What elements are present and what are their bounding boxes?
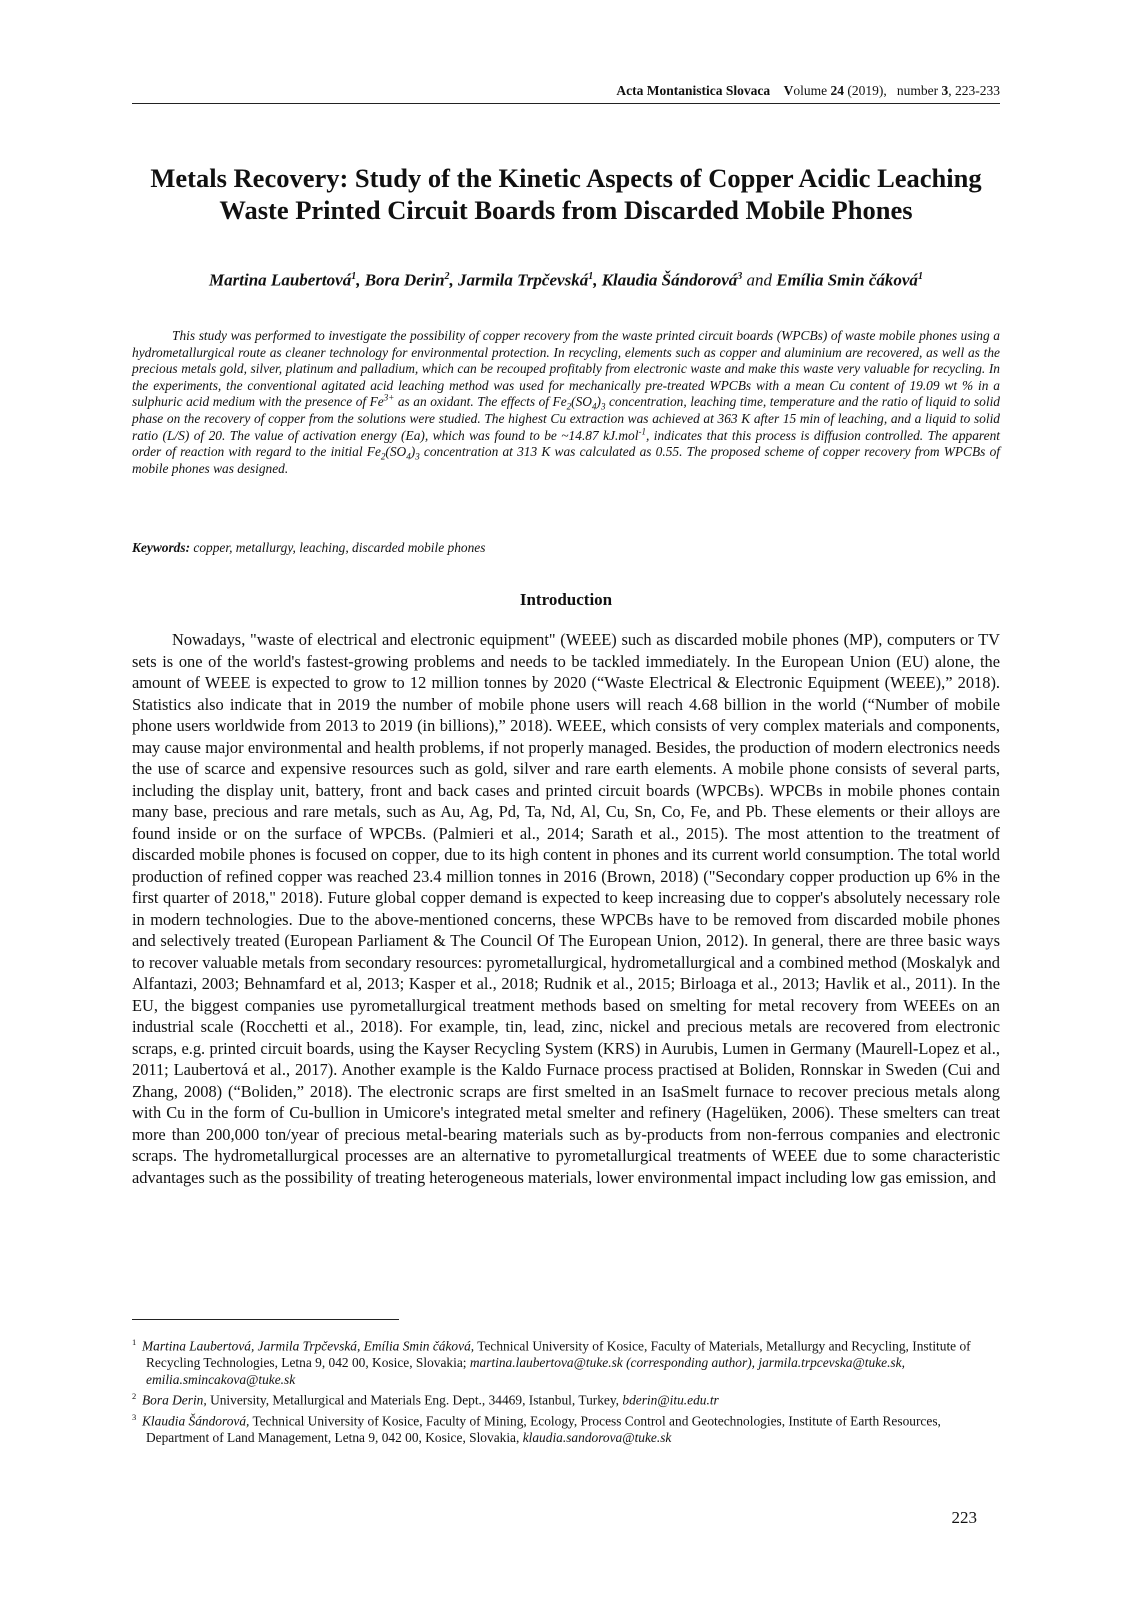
footnote-mark: 1: [132, 1337, 137, 1347]
footnote-emails: klaudia.sandorova@tuke.sk: [522, 1430, 672, 1446]
footnote-emails: martina.laubertova@tuke.sk (corresponding author), jarmila.trpcevska@tuke.sk, emilia.smincakova@tuke.sk: [146, 1355, 905, 1388]
footnotes: [132, 1334, 1000, 1446]
author-name: Jarmila Trpčevská: [458, 270, 589, 290]
abstract-text: This study was performed to investigate the possibility of copper recovery from the waste printed circuit boards (WPCBs) of waste mobile phones using a hydrometallurgical route as cleaner technology for environmental protection. In recycling, elements such as copper and aluminium are recovered, as well as the precious metals gold, silver, platinum and palladium, which can be recouped profitably from electronic waste and make this waste very valuable for recycling. In the experiments, the conventional agitated acid leaching method was used for mechanically pre-treated WPCBs with a mean Cu content of 19.09 wt % in a sulphuric acid medium with the presence of Fe: [132, 328, 1000, 410]
author-affiliation-mark: 1: [351, 271, 357, 282]
author-affiliation-mark: 1: [917, 271, 923, 282]
abstract: [132, 328, 1000, 477]
section-heading-introduction: Introduction: [519, 590, 613, 609]
abstract-text: , indicates that this process is diffusion controlled. The apparent order of reaction with regard to the initial Fe: [132, 427, 1000, 460]
abstract-text: as an oxidant. The effects of Fe: [394, 394, 567, 410]
author-name: Martina Laubertová: [209, 270, 352, 290]
abstract-text: ): [596, 394, 601, 410]
abstract-text: (SO: [385, 444, 407, 460]
author-affiliation-mark: 2: [444, 271, 450, 282]
volume-number: 24: [830, 83, 844, 98]
footnote-affiliation: Technical University of Kosice, Faculty of Materials, Metallurgy and Recycling, Institute of Recycling Technologies, Letna 9, 042 00, Kosice, Slovakia;: [146, 1338, 971, 1371]
abstract-text: (SO: [571, 394, 592, 410]
author-separator: ,: [449, 270, 459, 290]
footnote-names: Klaudia Šándorová,: [142, 1413, 250, 1429]
authors-and: and: [746, 270, 772, 290]
abstract-text: concentration at 313 K was calculated as 0.55. The proposed scheme of copper recovery from WPCBs of mobile phones was designed.: [132, 444, 1000, 476]
author-affiliation-mark: 1: [588, 271, 594, 282]
year: (2019),: [847, 83, 887, 98]
keywords: [132, 540, 1000, 556]
footnote-rule: [132, 1319, 399, 1320]
abstract-subscript: 3: [600, 402, 606, 413]
author-name: Emília Smin čáková: [776, 270, 918, 290]
footnote: [132, 1409, 1000, 1446]
abstract-text: ): [410, 444, 416, 460]
issue-number: 3: [941, 83, 949, 98]
title-line-2: Waste Printed Circuit Boards from Discarded Mobile Phones: [219, 195, 913, 225]
keywords-label: Keywords:: [132, 540, 191, 555]
paper-title: [132, 162, 1000, 226]
abstract-text: concentration, leaching time, temperature and the ratio of liquid to solid phase on the recovery of copper from the solutions were studied. The highest Cu extraction was achieved at 363 K after 15 min of leaching, and a liquid to solid ratio (L/S) of 20. The value of activation energy (Ea), which was found to be ~14.87 kJ.mol: [132, 394, 1001, 443]
author-affiliation-mark: 3: [737, 271, 743, 282]
footnote-names: Bora Derin,: [142, 1392, 207, 1408]
abstract-subscript: 4: [406, 451, 411, 462]
footnote: [132, 1388, 1000, 1408]
title-line-1: Metals Recovery: Study of the Kinetic Aspects of Copper Acidic Leaching: [150, 163, 982, 193]
journal-name: Acta Montanistica Slovaca: [616, 83, 771, 98]
author-separator: ,: [356, 270, 365, 290]
running-header: [132, 83, 1000, 99]
footnote: [132, 1334, 1000, 1388]
introduction-paragraph: Nowadays, "waste of electrical and electronic equipment" (WEEE) such as discarded mobile phones (MP), computers or TV sets is one of the world's fastest-growing problems and needs to be tackled immediately. In the European Union (EU) alone, the amount of WEEE is expected to grow to 12 million tonnes by 2020 (“Waste Electrical & Electronic Equipment (WEEE),” 2018). Statistics also indicate that in 2019 the number of mobile phone users will reach 4.68 billion in the world (“Number of mobile phone users worldwide from 2013 to 2019 (in billions),” 2018). WEEE, which consists of very complex materials and components, may cause major environmental and health problems, if not properly managed. Besides, the production of modern electronics needs the use of scarce and expensive resources such as gold, silver and rare earth elements. A mobile phone consists of several parts, including the display unit, battery, front and back cases and printed circuit boards (WPCBs). WPCBs in mobile phones contain many base, precious and rare metals, such as Au, Ag, Pd, Ta, Nd, Al, Cu, Sn, Co, Fe, and Pb. These elements or their alloys are found inside or on the surface of WPCBs. (Palmieri et al., 2014; Sarath et al., 2015). The most attention to the treatment of discarded mobile phones is focused on copper, due to its high content in phones and its current world consumption. The total world production of refined copper was reached 23.4 million tonnes in 2016 (Brown, 2018) ("Secondary copper production up 6% in the first quarter of 2018," 2018). Future global copper demand is expected to keep increasing due to copper's absolutely necessary role in modern technologies. Due to the above-mentioned concerns, these WPCBs have to be removed from discarded mobile phones and selectively treated (European Parliament & The Council Of The European Union, 2012). In general, there are three basic ways to recover valuable metals from secondary resources: pyrometallurgical, hydrometallurgical and a combined method (Moskalyk and Alfantazi, 2003; Behnamfard et al, 2013; Kasper et al., 2018; Rudnik et al., 2015; Birloaga et al., 2013; Havlik et al., 2011). In the EU, the biggest companies use pyrometallurgical treatment methods based on smelting for metal recovery from WEEEs on an industrial scale (Rocchetti et al., 2018). For example, tin, lead, zinc, nickel and precious metals are recovered from electronic scraps, e.g. printed circuit boards, using the Kayser Recycling System (KRS) in Aurubis, Lumen in Germany (Maurell-Lopez et al., 2011; Laubertová et al., 2017). Another example is the Kaldo Furnace process practised at Boliden, Ronnskar in Sweden (Cui and Zhang, 2008) (“Boliden,” 2018). The electronic scraps are first smelted in an IsaSmelt furnace to recover precious metals along with Cu in the form of Cu-bullion in Umicore's integrated metal smelter and refinery (Hagelüken, 2006). These smelters can treat more than 200,000 ton/year of precious metal-bearing materials such as by-products from non-ferrous companies and electronic scraps. The hydrometallurgical processes are an alternative to pyrometallurgical treatments of WEEE due to some characteristic advantages such as the possibility of treating heterogeneous materials, lower environmental impact including low gas emission, and: [132, 630, 1000, 1187]
header-rule: [132, 103, 1000, 104]
author-name: Klaudia Šándorová: [601, 270, 738, 290]
footnote-affiliation: Technical University of Kosice, Faculty of Mining, Ecology, Process Control and Geotechnologies, Institute of Earth Resources, Department of Land Management, Letna 9, 042 00, Kosice, Slovakia,: [146, 1413, 941, 1446]
volume-word: olume: [793, 83, 828, 98]
footnote-names: Martina Laubertová, Jarmila Trpčevská, Emília Smin čáková,: [142, 1338, 475, 1354]
page-number: 223: [951, 1508, 977, 1527]
footnote-emails: bderin@itu.edu.tr: [622, 1392, 719, 1408]
footnote-mark: 2: [132, 1391, 137, 1402]
abstract-subscript: 2: [566, 402, 572, 413]
abstract-subscript: 4: [591, 402, 597, 413]
page-range: , 223-233: [948, 83, 1000, 98]
number-word: number: [896, 83, 939, 98]
abstract-subscript: 3: [415, 451, 420, 462]
footnote-affiliation: University, Metallurgical and Materials Eng. Dept., 34469, Istanbul, Turkey,: [206, 1392, 623, 1408]
author-name: Bora Derin: [364, 270, 445, 290]
volume-prefix: V: [783, 83, 794, 98]
abstract-superscript: -1: [638, 426, 646, 437]
footnote-mark: 3: [132, 1411, 137, 1422]
abstract-subscript: 2: [380, 451, 386, 462]
author-list: [132, 266, 1000, 292]
keywords-text: copper, metallurgy, leaching, discarded mobile phones: [190, 540, 486, 555]
abstract-superscript: 3+: [383, 392, 395, 403]
author-separator: ,: [593, 270, 602, 290]
